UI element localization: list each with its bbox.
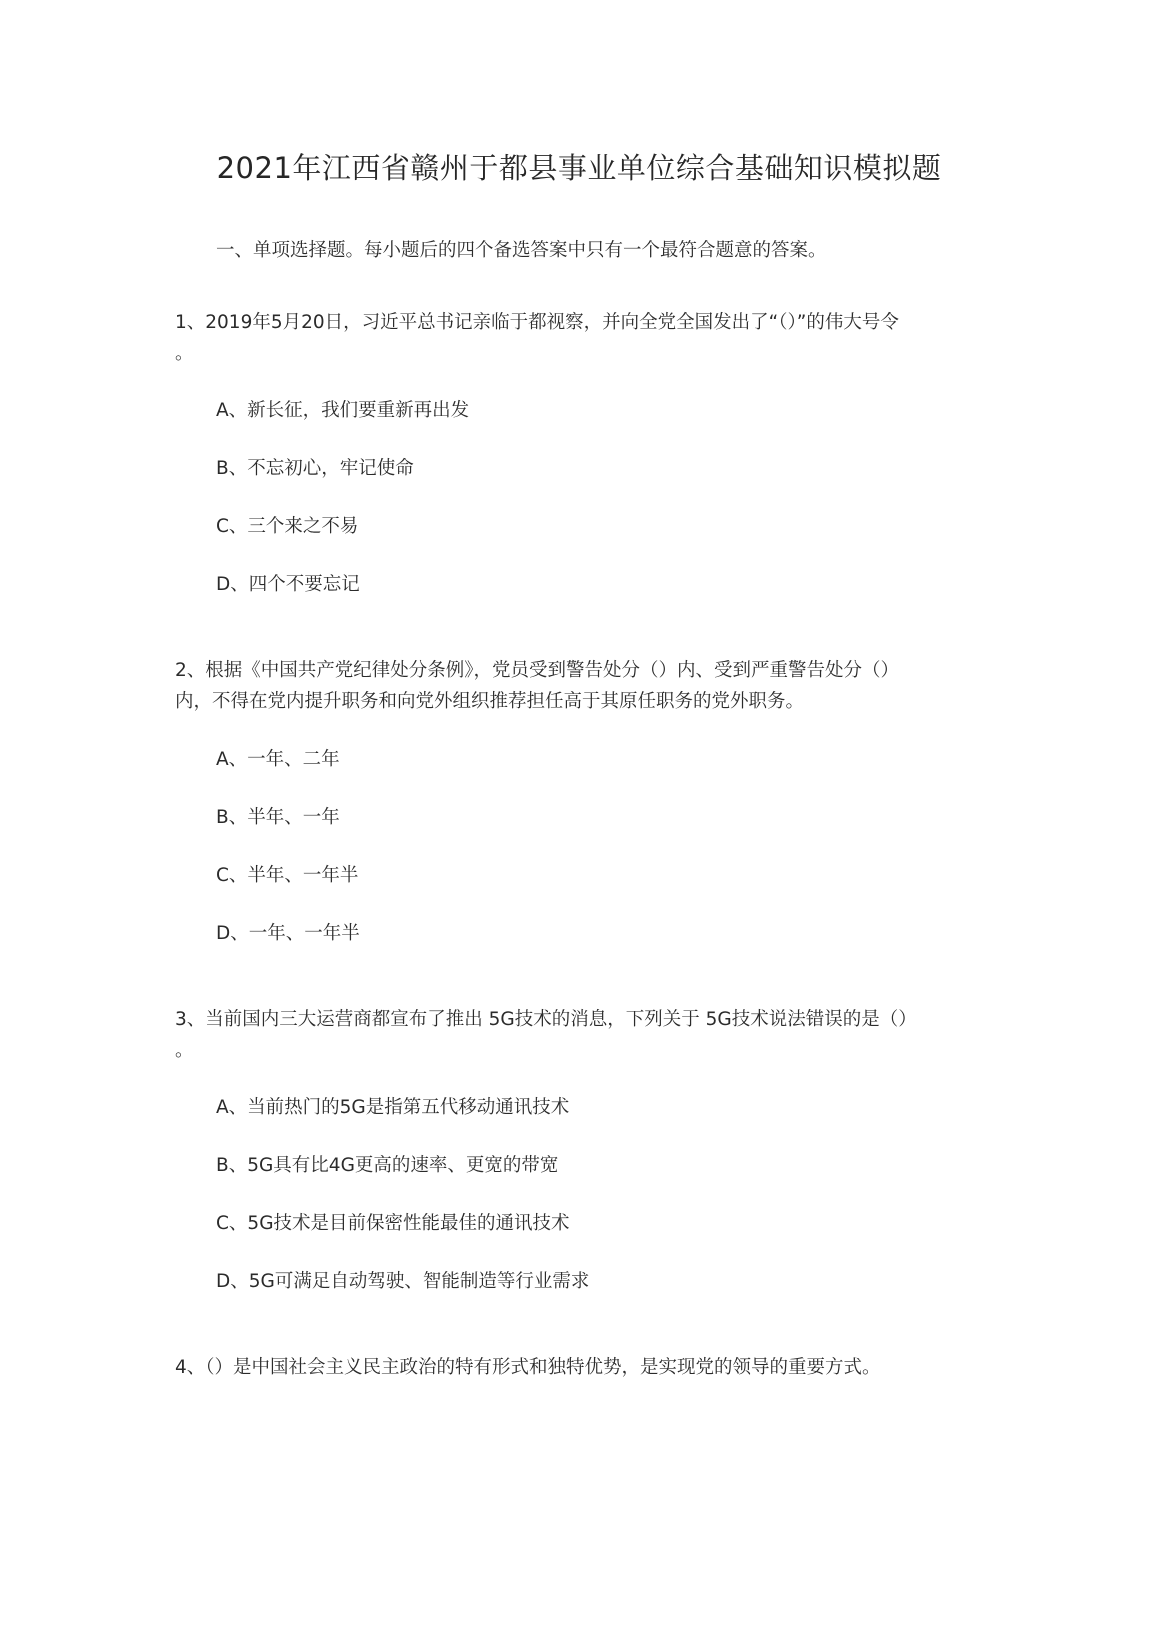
question-1 (175, 307, 975, 369)
question-text-line: 。 (175, 1040, 194, 1061)
question-2 (175, 655, 975, 717)
question-2-option-c: C、半年、一年半 (216, 865, 359, 886)
question-1-option-a: A、新长征，我们要重新再出发 (216, 400, 470, 421)
question-text-line: 。 (175, 343, 194, 364)
question-2-option-b: B、半年、一年 (216, 807, 340, 828)
question-1-option-c: C、三个来之不易 (216, 516, 359, 537)
question-1-option-d: D、四个不要忘记 (216, 574, 360, 595)
question-2-option-d: D、一年、一年半 (216, 923, 360, 944)
section-instructions: 一、单项选择题。每小题后的四个备选答案中只有一个最符合题意的答案。 (216, 240, 827, 261)
question-text-line: 1、2019年5月20日，习近平总书记亲临于都视察，并向全党全国发出了“（）”的伟大号令 (175, 312, 899, 333)
question-3-option-c: C、5G技术是目前保密性能最佳的通讯技术 (216, 1213, 570, 1234)
question-3-option-b: B、5G具有比4G更高的速率、更宽的带宽 (216, 1155, 559, 1176)
question-1-option-b: B、不忘初心，牢记使命 (216, 458, 414, 479)
question-text-line: 内，不得在党内提升职务和向党外组织推荐担任高于其原任职务的党外职务。 (175, 691, 805, 712)
question-text-line: 4、（）是中国社会主义民主政治的特有形式和独特优势，是实现党的领导的重要方式。 (175, 1357, 881, 1378)
page-title: 2021年江西省赣州于都县事业单位综合基础知识模拟题 (216, 151, 942, 185)
question-text-line: 2、根据《中国共产党纪律处分条例》，党员受到警告处分（）内、受到严重警告处分（） (175, 660, 900, 681)
question-4 (175, 1352, 975, 1383)
question-text-line: 3、当前国内三大运营商都宣布了推出 5G技术的消息，下列关于 5G技术说法错误的是（） (175, 1009, 917, 1030)
question-3-option-a: A、当前热门的5G是指第五代移动通讯技术 (216, 1097, 570, 1118)
question-3 (175, 1004, 975, 1066)
question-3-option-d: D、5G可满足自动驾驶、智能制造等行业需求 (216, 1271, 590, 1292)
question-2-option-a: A、一年、二年 (216, 749, 340, 770)
